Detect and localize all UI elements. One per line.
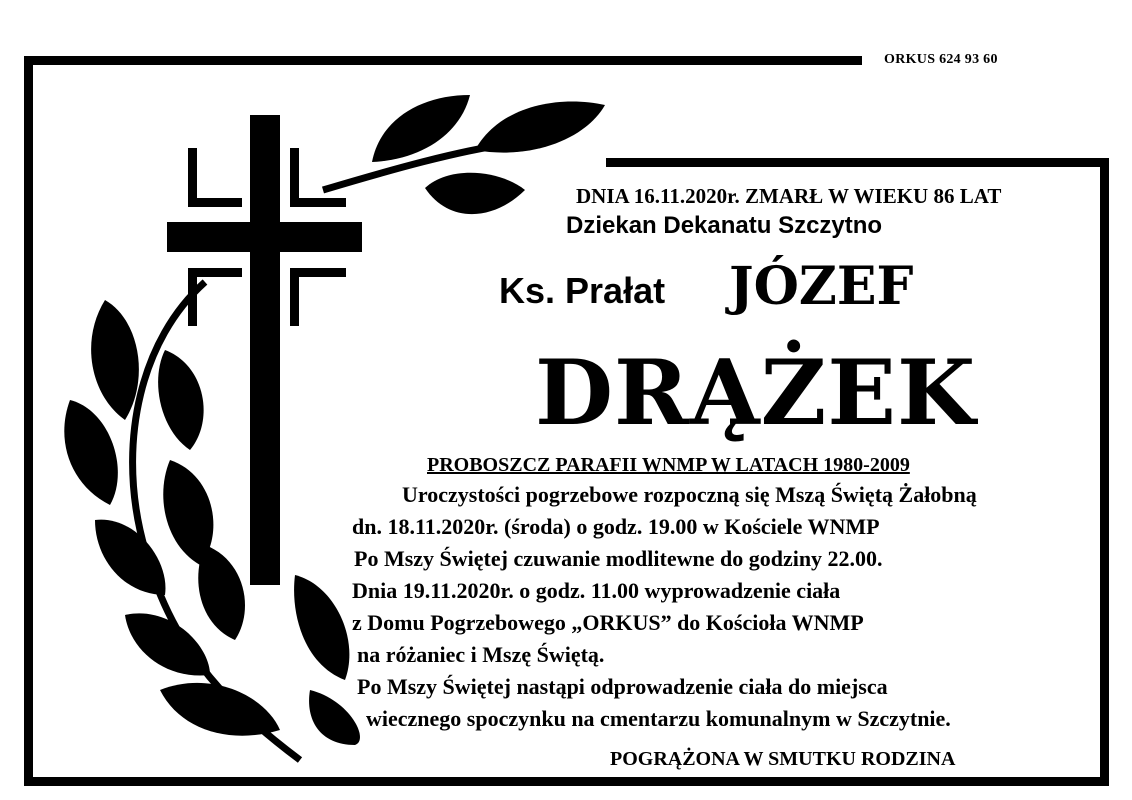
office-title: Dziekan Dekanatu Szczytno bbox=[566, 212, 883, 239]
body-line: Dnia 19.11.2020r. o godz. 11.00 wyprowadzenie ciała bbox=[352, 578, 841, 603]
body-line: Uroczystości pogrzebowe rozpoczną się Mszą Świętą Żałobną bbox=[402, 482, 977, 507]
body-line: wiecznego spoczynku na cmentarzu komunalnym w Szczytnie. bbox=[366, 706, 951, 731]
body-line: Po Mszy Świętej czuwanie modlitewne do godziny 22.00. bbox=[354, 546, 883, 571]
body-line: na różaniec i Mszę Świętą. bbox=[357, 642, 605, 667]
death-date-line: DNIA 16.11.2020r. ZMARŁ W WIEKU 86 LAT bbox=[576, 184, 1002, 208]
funeral-home-code: ORKUS 624 93 60 bbox=[884, 52, 998, 67]
body-line: z Domu Pogrzebowego „ORKUS” do Kościoła WNMP bbox=[352, 610, 864, 635]
surname: DRĄŻEK bbox=[535, 340, 977, 446]
role-line: PROBOSZCZ PARAFII WNMP W LATACH 1980-2009 bbox=[427, 454, 910, 476]
first-name: JÓZEF bbox=[729, 256, 914, 317]
title-prefix: Ks. Prałat bbox=[499, 270, 666, 311]
body-line: Po Mszy Świętej nastąpi odprowadzenie ciała do miejsca bbox=[357, 674, 888, 699]
family-signature: POGRĄŻONA W SMUTKU RODZINA bbox=[610, 748, 956, 770]
body-line: dn. 18.11.2020r. (środa) o godz. 19.00 w Kościele WNMP bbox=[352, 514, 880, 539]
